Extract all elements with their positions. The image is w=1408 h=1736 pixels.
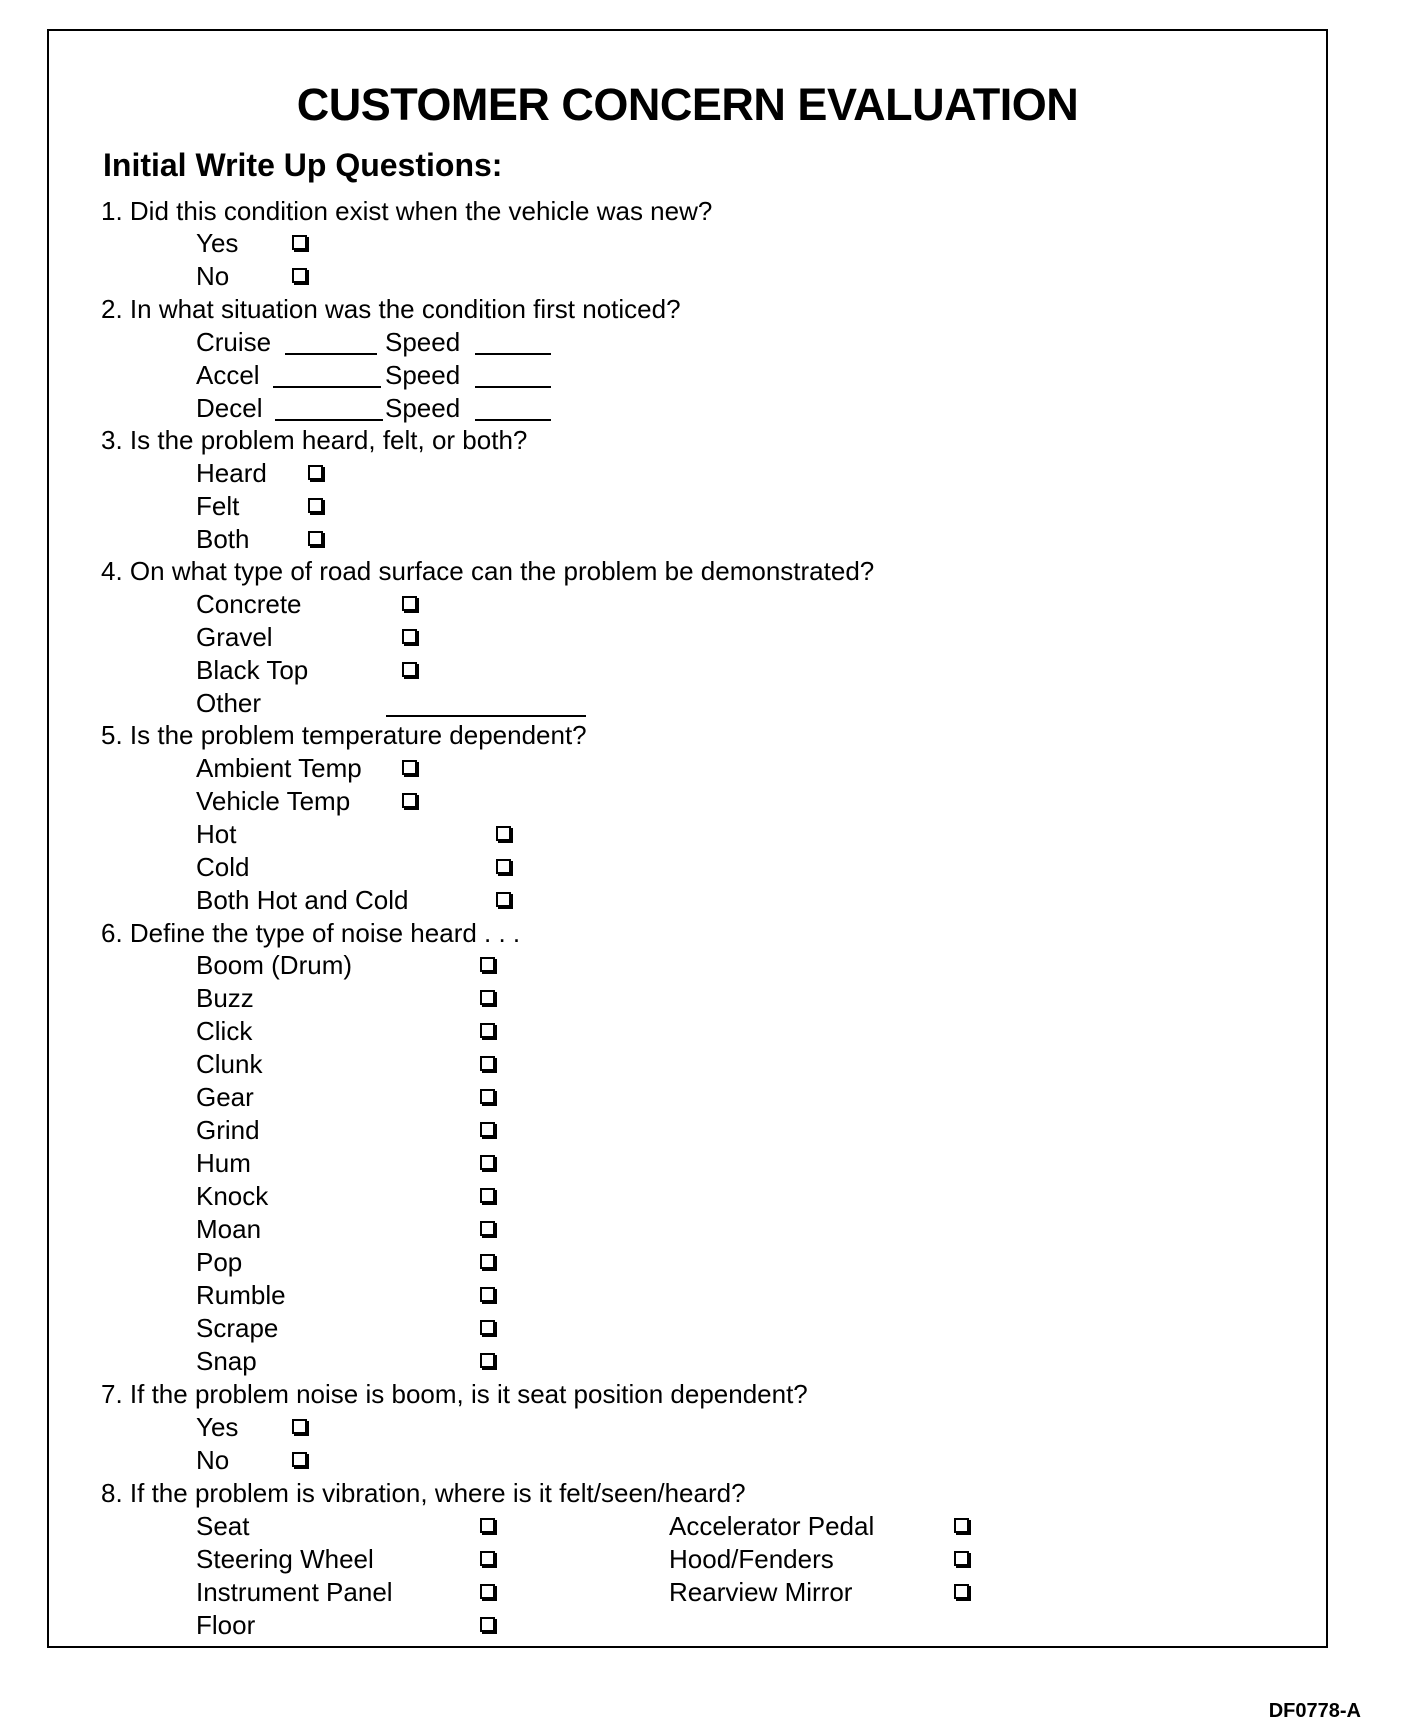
- q2-cruise-speed-blank[interactable]: [475, 353, 551, 355]
- q6-buzz-checkbox[interactable]: [480, 990, 495, 1005]
- q8-option-label: Steering Wheel: [196, 1544, 374, 1574]
- q1-no-label: No: [196, 261, 230, 291]
- q6-option-label: Clunk: [196, 1049, 263, 1079]
- q3-felt-label: Felt: [196, 491, 240, 521]
- q4-other-blank[interactable]: [386, 715, 586, 717]
- q8-instrument-panel-checkbox[interactable]: [480, 1584, 495, 1599]
- section-title: Initial Write Up Questions:: [103, 147, 503, 183]
- q5-ambient-label: Ambient Temp: [196, 753, 362, 783]
- question-6: 6. Define the type of noise heard . . .: [101, 918, 521, 948]
- q1-yes-label: Yes: [196, 228, 239, 258]
- q8-option-label: Instrument Panel: [196, 1577, 393, 1607]
- q4-black-top-checkbox[interactable]: [402, 662, 417, 677]
- q5-hot-label: Hot: [196, 819, 237, 849]
- q3-both-label: Both: [196, 524, 250, 554]
- question-4: 4. On what type of road surface can the problem be demonstrated?: [101, 556, 875, 586]
- q2-cruise-blank[interactable]: [285, 353, 377, 355]
- q6-option-label: Knock: [196, 1181, 269, 1211]
- q6-option-label: Rumble: [196, 1280, 286, 1310]
- q6-click-checkbox[interactable]: [480, 1023, 495, 1038]
- q2-accel-blank[interactable]: [273, 386, 381, 388]
- q4-black-top-label: Black Top: [196, 655, 309, 685]
- q6-option-label: Gear: [196, 1082, 254, 1112]
- q8-option-label: Rearview Mirror: [669, 1577, 853, 1607]
- q2-cruise-label: Cruise: [196, 327, 272, 357]
- document-code: DF0778-A: [1268, 1700, 1361, 1722]
- question-3: 3. Is the problem heard, felt, or both?: [101, 425, 528, 455]
- q4-other-label: Other: [196, 688, 262, 718]
- q6-option-label: Scrape: [196, 1313, 279, 1343]
- q2-decel-blank[interactable]: [275, 419, 383, 421]
- q4-concrete-label: Concrete: [196, 589, 302, 619]
- q6-option-label: Moan: [196, 1214, 262, 1244]
- q6-option-label: Grind: [196, 1115, 260, 1145]
- q6-option-label: Click: [196, 1016, 253, 1046]
- question-8: 8. If the problem is vibration, where is it felt/seen/heard?: [101, 1478, 746, 1508]
- q3-heard-label: Heard: [196, 458, 267, 488]
- q3-both-checkbox[interactable]: [308, 531, 323, 546]
- form-frame: [47, 29, 1328, 1648]
- q5-vehicle-checkbox[interactable]: [402, 793, 417, 808]
- q5-vehicle-label: Vehicle Temp: [196, 786, 351, 816]
- q5-both-checkbox[interactable]: [496, 892, 511, 907]
- question-2: 2. In what situation was the condition first noticed?: [101, 294, 681, 324]
- q8-floor-checkbox[interactable]: [480, 1617, 495, 1632]
- q2-accel-label: Accel: [196, 360, 260, 390]
- q6-snap-checkbox[interactable]: [480, 1353, 495, 1368]
- q6-moan-checkbox[interactable]: [480, 1221, 495, 1236]
- q3-felt-checkbox[interactable]: [308, 498, 323, 513]
- q6-boom-checkbox[interactable]: [480, 957, 495, 972]
- q6-option-label: Buzz: [196, 983, 254, 1013]
- q6-hum-checkbox[interactable]: [480, 1155, 495, 1170]
- q8-option-label: Hood/Fenders: [669, 1544, 834, 1574]
- question-1: 1. Did this condition exist when the vehicle was new?: [101, 196, 713, 226]
- q8-accelerator-pedal-checkbox[interactable]: [954, 1518, 969, 1533]
- q7-yes-label: Yes: [196, 1412, 239, 1442]
- q2-decel-speed-blank[interactable]: [475, 419, 551, 421]
- q7-yes-checkbox[interactable]: [292, 1419, 307, 1434]
- q6-pop-checkbox[interactable]: [480, 1254, 495, 1269]
- q6-option-label: Boom (Drum): [196, 950, 353, 980]
- q8-rearview-mirror-checkbox[interactable]: [954, 1584, 969, 1599]
- q3-heard-checkbox[interactable]: [308, 465, 323, 480]
- q2-accel-speed-blank[interactable]: [475, 386, 551, 388]
- q5-cold-label: Cold: [196, 852, 250, 882]
- q1-yes-checkbox[interactable]: [292, 235, 307, 250]
- form-title: CUSTOMER CONCERN EVALUATION: [296, 79, 1079, 130]
- q5-both-label: Both Hot and Cold: [196, 885, 409, 915]
- q6-option-label: Pop: [196, 1247, 243, 1277]
- q6-scrape-checkbox[interactable]: [480, 1320, 495, 1335]
- q5-ambient-checkbox[interactable]: [402, 760, 417, 775]
- q6-rumble-checkbox[interactable]: [480, 1287, 495, 1302]
- q8-hood-fenders-checkbox[interactable]: [954, 1551, 969, 1566]
- question-7: 7. If the problem noise is boom, is it seat position dependent?: [101, 1379, 808, 1409]
- q5-cold-checkbox[interactable]: [496, 859, 511, 874]
- q8-seat-checkbox[interactable]: [480, 1518, 495, 1533]
- q7-no-label: No: [196, 1445, 230, 1475]
- q4-concrete-checkbox[interactable]: [402, 596, 417, 611]
- q5-hot-checkbox[interactable]: [496, 826, 511, 841]
- q8-option-label: Floor: [196, 1610, 256, 1640]
- q4-gravel-label: Gravel: [196, 622, 273, 652]
- q6-knock-checkbox[interactable]: [480, 1188, 495, 1203]
- q7-no-checkbox[interactable]: [292, 1452, 307, 1467]
- q6-clunk-checkbox[interactable]: [480, 1056, 495, 1071]
- q1-no-checkbox[interactable]: [292, 268, 307, 283]
- question-5: 5. Is the problem temperature dependent?: [101, 720, 587, 750]
- q6-grind-checkbox[interactable]: [480, 1122, 495, 1137]
- q4-gravel-checkbox[interactable]: [402, 629, 417, 644]
- q6-option-label: Hum: [196, 1148, 251, 1178]
- q6-gear-checkbox[interactable]: [480, 1089, 495, 1104]
- q2-decel-label: Decel: [196, 393, 263, 423]
- q8-steering-wheel-checkbox[interactable]: [480, 1551, 495, 1566]
- q2-accel-speed-label: Speed: [385, 360, 461, 390]
- q8-option-label: Accelerator Pedal: [669, 1511, 875, 1541]
- q2-decel-speed-label: Speed: [385, 393, 461, 423]
- q2-cruise-speed-label: Speed: [385, 327, 461, 357]
- q8-option-label: Seat: [196, 1511, 250, 1541]
- q6-option-label: Snap: [196, 1346, 257, 1376]
